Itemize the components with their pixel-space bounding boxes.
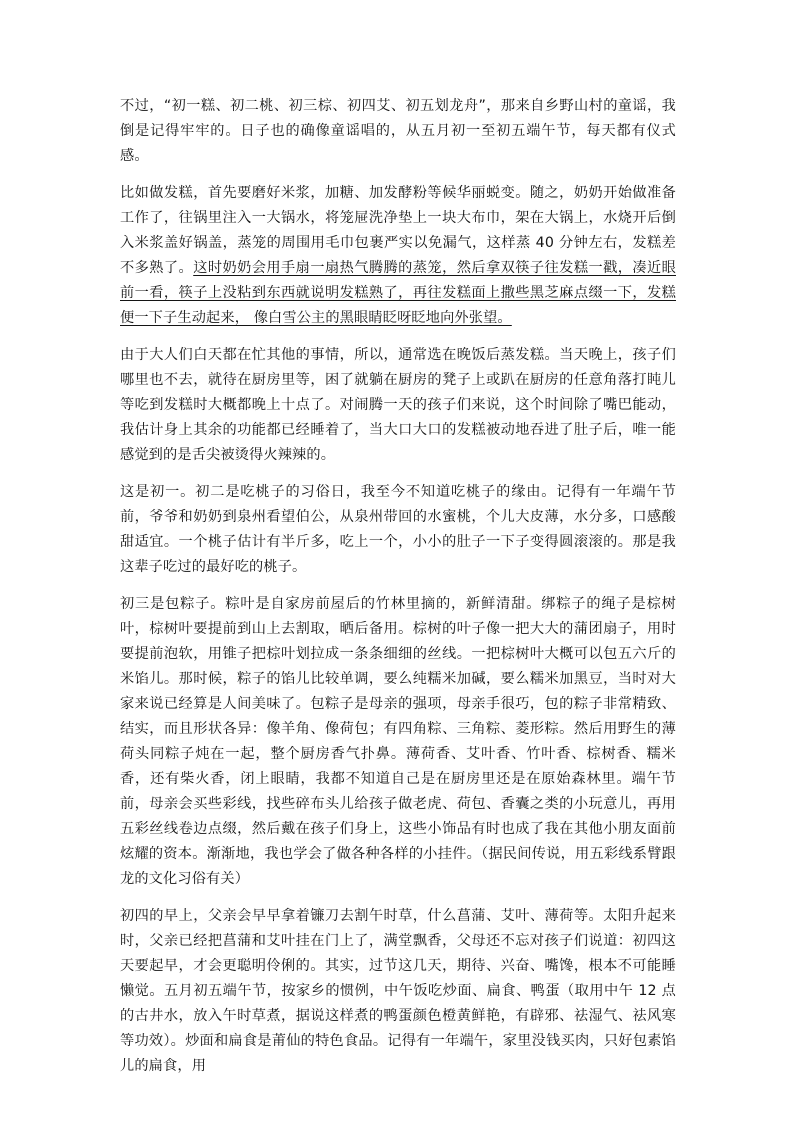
paragraph-2 [120,181,676,331]
paragraph-1-text: 不过，“初一糕、初二桃、初三棕、初四艾、初五划龙舟”，那来自乡野山村的童谣，我倒是记得牢牢的。日子也的确像童谣唱的，从五月初一至初五端午节，每天都有仪式感。 [120,98,676,164]
paragraph-2-text: 比如做发糕，首先要磨好米浆，加糖、加发酵粉等候华丽蜕变。随之，奶奶开始做准备工作了，往锅里注入一大锅水，将笼屉洗净垫上一块大布巾，架在大锅上，水烧开后倒入米浆盖好锅盖，蒸笼的周围用毛巾包裹严实以免漏气，这样蒸 40 分钟左右，发糕差不多熟了。 [120,185,676,276]
paragraph-5-text: 初三是包粽子。粽叶是自家房前屋后的竹林里摘的，新鲜清甜。绑粽子的绳子是棕树叶，棕树叶要提前到山上去割取，晒后备用。棕树的叶子像一把大大的蒲团扇子，用时要提前泡软，用锥子把棕叶划拉成一条条细细的丝线。一把棕树叶大概可以包五六斤的米馅儿。那时候，粽子的馅儿比较单调，要么纯糯米加碱，要么糯米加黑豆，当时对大家来说已经算是人间美味了。包粽子是母亲的强项，母亲手很巧，包的粽子非常精致、结实，而且形状各异：像羊角、像荷包；有四角粽、三角粽、菱形粽。然后用野生的薄荷头同粽子炖在一起，整个厨房香气扑鼻。薄荷香、艾叶香、竹叶香、棕树香、糯米香，还有柴火香，闭上眼睛，我都不知道自己是在厨房里还是在原始森林里。端午节前，母亲会买些彩线，找些碎布头儿给孩子做老虎、荷包、香囊之类的小玩意儿，再用五彩丝线卷边点缀，然后戴在孩子们身上，这些小饰品有时也成了我在其他小朋友面前炫耀的资本。渐渐地，我也学会了做各种各样的小挂件。（据民间传说，用五彩线系臂跟龙的文化习俗有关） [120,596,676,887]
paragraph-2-underlined-text: 这时奶奶会用手扇一扇热气腾腾的蒸笼，然后拿双筷子往发糕一戳，凑近眼前一看，筷子上没粘到东西就说明发糕熟了，再往发糕面上撒些黑芝麻点缀一下，发糕便一下子生动起来， 像白雪公主的黑眼睛眨呀眨地向外张望。 [120,260,676,326]
paragraph-4 [120,480,676,580]
paragraph-3 [120,343,676,468]
paragraph-3-text: 由于大人们白天都在忙其他的事情，所以，通常选在晚饭后蒸发糕。当天晚上，孩子们哪里也不去，就待在厨房里等，困了就躺在厨房的凳子上或趴在厨房的任意角落打盹儿等吃到发糕时大概都晚上十点了。对闹腾一天的孩子们来说，这个时间除了嘴巴能动，我估计身上其余的功能都已经睡着了，当大口大口的发糕被动地吞进了肚子后，唯一能感觉到的是舌尖被烫得火辣辣的。 [120,347,676,463]
paragraph-4-text: 这是初一。初二是吃桃子的习俗日，我至今不知道吃桃子的缘由。记得有一年端午节前，爷爷和奶奶到泉州看望伯公，从泉州带回的水蜜桃，个儿大皮薄，水分多，口感酸甜适宜。一个桃子估计有半斤多，吃上一个，小小的肚子一下子变得圆滚滚的。那是我这辈子吃过的最好吃的桃子。 [120,484,676,575]
document-body [120,94,676,1091]
paragraph-1 [120,94,676,169]
paragraph-6 [120,904,676,1079]
paragraph-5 [120,592,676,892]
paragraph-6-text: 初四的早上，父亲会早早拿着镰刀去割午时草，什么菖蒲、艾叶、薄荷等。太阳升起来时，父亲已经把菖蒲和艾叶挂在门上了，满堂飘香，父母还不忘对孩子们说道：初四这天要起早，才会更聪明伶俐的。其实，过节这几天，期待、兴奋、嘴馋，根本不可能睡懒觉。五月初五端午节，按家乡的惯例，中午饭吃炒面、扁食、鸭蛋（取用中午 12 点的古井水，放入午时草煮，据说这样煮的鸭蛋颜色橙黄鲜艳，有辟邪、祛湿气、祛风寒等功效）。炒面和扁食是莆仙的特色食品。记得有一年端午，家里没钱买肉，只好包素馅儿的扁食，用 [120,908,676,1074]
